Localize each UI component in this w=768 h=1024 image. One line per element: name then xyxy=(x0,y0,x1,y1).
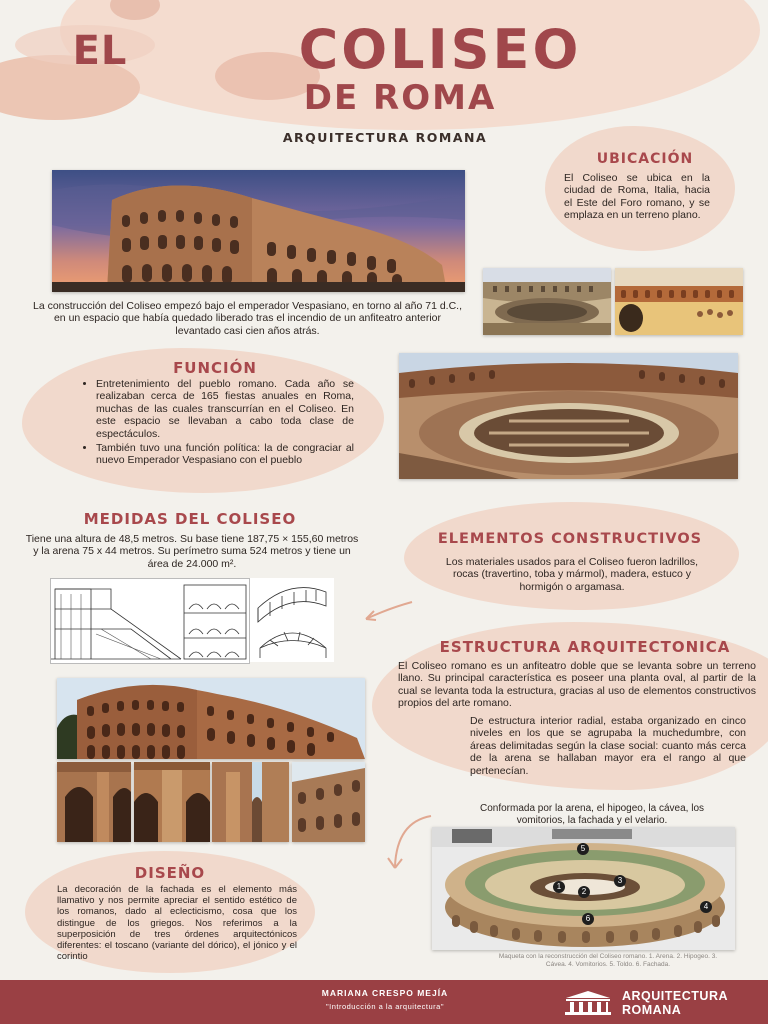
footer-course: "Introducción a la arquitectura" xyxy=(325,1002,445,1011)
model-marker: 4 xyxy=(700,901,712,913)
footer-logo-line1: ARQUITECTURA xyxy=(622,989,728,1003)
funcion-item: • Entretenimiento del pueblo romano. Cada año se realizaban cerca de 165 fiestas anuales en Roma, muchas de las cuales transcurrían en el Coliseo. En este espacio se llevaban a cabo toda clase de espectáculos. xyxy=(96,378,354,440)
estructura-text-2: De estructura interior radial, estaba organizado en cinco niveles en los que se agrupaba la muchedumbre, con áreas delimitadas según la clase social: cuanto más cerca de la arena se hallaban mayor era el rango al que pertenecían. xyxy=(470,715,746,777)
elementos-heading: ELEMENTOS CONSTRUCTIVOS xyxy=(437,531,703,547)
facade-detail-photo xyxy=(292,762,365,842)
temple-icon xyxy=(562,990,614,1021)
model-marker: 6 xyxy=(582,913,594,925)
title-el: EL xyxy=(72,28,128,74)
section-drawing xyxy=(50,578,250,664)
diseno-text: La decoración de la fachada es el elemento más llamativo y nos permite apreciar el sentido estético de los romanos, dado al eclecticismo, cosa que los distingue de los griegos. Nos referimos a la superposición de tres órdenes arquitectónicos diferentes: el toscano (variante del dórico), el jónico y el corintio xyxy=(57,884,297,963)
gladiator-arena-photo xyxy=(615,268,743,335)
medidas-text: Tiene una altura de 48,5 metros. Su base tiene 187,75 × 155,60 metros y la arena 75 x 44 metros. Su perímetro suma 524 metros y tiene un área de 24.000 m². xyxy=(25,533,359,570)
estructura-heading: ESTRUCTURA ARQUITECTONICA xyxy=(439,638,731,656)
arches-photo-1 xyxy=(57,762,131,842)
title-de-roma: DE ROMA xyxy=(303,78,497,118)
model-photo xyxy=(432,827,735,950)
model-marker: 2 xyxy=(578,886,590,898)
elementos-text: Los materiales usados para el Coliseo fueron ladrillos, rocas (travertino, toba y mármol), madera, estuco y hormigón o argamasa. xyxy=(445,556,699,593)
footer-author: MARIANA CRESPO MEJÍA xyxy=(321,988,449,998)
colosseum-exterior-photo xyxy=(57,678,365,759)
title-coliseo: COLISEO xyxy=(298,18,582,81)
funcion-heading: FUNCIÓN xyxy=(173,359,257,377)
ubicacion-text: El Coliseo se ubica en la ciudad de Roma, Italia, hacia el Este del Foro romano, y se emplaza en un terreno plano. xyxy=(564,172,710,222)
footer-logo-line2: ROMANA xyxy=(622,1003,682,1017)
colosseum-sunset-photo xyxy=(52,170,465,292)
arches-photo-2 xyxy=(134,762,210,842)
arena-aerial-photo xyxy=(399,353,738,479)
construccion-text: La construcción del Coliseo empezó bajo el emperador Vespasiano, en torno al año 71 d.C., en un espacio que había quedado liberado tras el incendio de un anfiteatro anterior levantado casi cien años atrás. xyxy=(32,300,463,337)
arena-interior-photo xyxy=(483,268,611,335)
subtitle: ARQUITECTURA ROMANA xyxy=(282,130,488,145)
model-marker: 1 xyxy=(553,881,565,893)
arches-photo-3 xyxy=(212,762,289,842)
ubicacion-heading: UBICACIÓN xyxy=(596,151,694,167)
arrow-down-icon xyxy=(385,812,435,879)
arrow-left-icon xyxy=(362,598,414,629)
vault-drawing xyxy=(250,578,334,662)
model-marker: 5 xyxy=(577,843,589,855)
estructura-text-1: El Coliseo romano es un anfiteatro doble que se levanta sobre un terreno llano. Su principal característica es poseer una planta oval, al partir de la cual se levanta toda la estructura, gracias al uso de elementos constructivos propios del arte romano. xyxy=(398,660,756,710)
funcion-item: • También tuvo una función política: la de congraciar al nuevo Emperador Vespasiano con el pueblo xyxy=(96,442,354,467)
funcion-list xyxy=(82,378,354,469)
conformada-text: Conformada por la arena, el hipogeo, la cávea, los vomitorios, la fachada y el velario. xyxy=(479,803,705,827)
medidas-heading: MEDIDAS DEL COLISEO xyxy=(83,510,297,528)
diseno-heading: DISEÑO xyxy=(134,864,206,882)
model-caption: Maqueta con la reconstrucción del Coliseo romano. 1. Arena. 2. Hipogeo. 3. Cávea. 4. Vomitorios. 5. Toldo. 6. Fachada. xyxy=(498,953,718,968)
model-marker: 3 xyxy=(614,875,626,887)
